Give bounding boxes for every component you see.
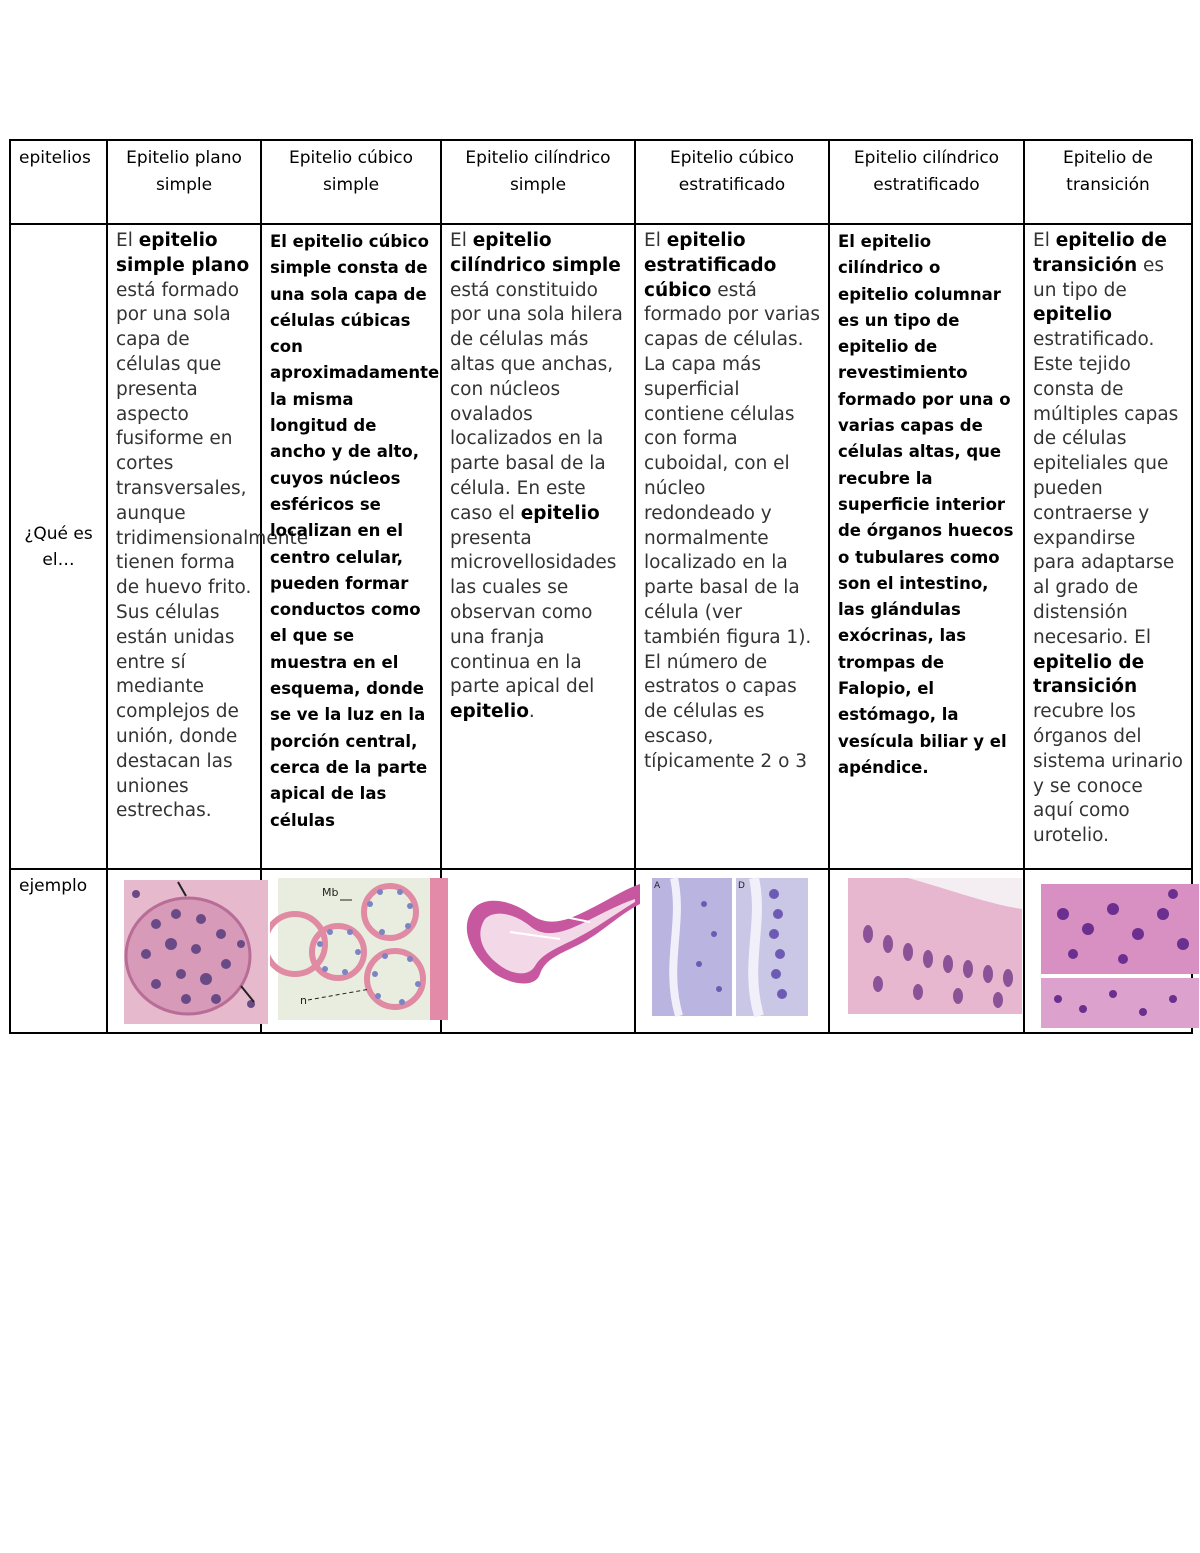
- example-cilindrico-simple: [441, 869, 635, 1033]
- histology-image-transicion: [1033, 874, 1199, 1028]
- def-cubico-estratificado: El epitelio estratificado cúbico está formado por varias capas de células. La capa más superficial contiene células con forma cuboidal, con el núcleo redondeado y normalmente localizado en la parte basal de la célula (ver también figura 1). El número de estratos o capas de células es escaso, típicamente 2 o 3: [635, 224, 829, 869]
- histology-image-cilindrico: [450, 874, 642, 1028]
- epithelium-table: [9, 139, 1193, 1034]
- row-label-ejemplo: ejemplo: [10, 869, 107, 1033]
- histology-image-cubico: [270, 874, 448, 1028]
- def-transicion: El epitelio de transición es un tipo de epitelio estratificado. Este tejido consta de múltiples capas de células epiteliales que pueden contraerse y expandirse para adaptarse al grado de distensión necesario. El epitelio de transición recubre los órganos del sistema urinario y se conoce aquí como urotelio.: [1024, 224, 1192, 869]
- label-a: A: [654, 881, 661, 891]
- header-cubico-simple: Epitelio cúbico simple: [261, 140, 441, 224]
- label-n: n: [300, 994, 307, 1007]
- header-row: [10, 140, 1192, 224]
- row-label-que-es: ¿Qué es el…: [10, 224, 107, 869]
- example-cilindrico-estratificado: [829, 869, 1024, 1033]
- def-cubico-simple: El epitelio cúbico simple consta de una sola capa de células cúbicas con aproximadamente la misma longitud de ancho y de alto, cuyos núcleos esféricos se localizan en el centro celular, pueden formar conductos como el que se muestra en el esquema, donde se ve la luz en la porción central, cerca de la parte apical de las células: [261, 224, 441, 869]
- header-cilindrico-simple: Epitelio cilíndrico simple: [441, 140, 635, 224]
- example-cubico-simple: [261, 869, 441, 1033]
- example-row: [10, 869, 1192, 1033]
- def-plano-simple: El epitelio simple plano está formado por una sola capa de células que presenta aspecto fusiforme en cortes transversales, aunque tridimensionalmente tienen forma de huevo frito. Sus células están unidas entre sí mediante complejos de unión, donde destacan las uniones estrechas.: [107, 224, 261, 869]
- def-cilindrico-estratificado: El epitelio cilíndrico o epitelio columnar es un tipo de epitelio de revestimiento formado por una o varias capas de células altas, que recubre la superficie interior de órganos huecos o tubulares como son el intestino, las glándulas exócrinas, las trompas de Falopio, el estómago, la vesícula biliar y el apéndice.: [829, 224, 1024, 869]
- example-plano-simple: [107, 869, 261, 1033]
- header-cilindrico-estratificado: Epitelio cilíndrico estratificado: [829, 140, 1024, 224]
- histology-image-cubico-estratificado: [644, 874, 836, 1028]
- def-cilindrico-simple: El epitelio cilíndrico simple está constituido por una sola hilera de células más altas que anchas, con núcleos ovalados localizados en la parte basal de la célula. En este caso el epitelio presenta microvellosidades las cuales se observan como una franja continua en la parte apical del epitelio.: [441, 224, 635, 869]
- header-cubico-estratificado: Epitelio cúbico estratificado: [635, 140, 829, 224]
- label-d: D: [738, 881, 745, 891]
- definition-row: [10, 224, 1192, 869]
- header-epitelios: epitelios: [10, 140, 107, 224]
- example-transicion: [1024, 869, 1192, 1033]
- header-transicion: Epitelio de transición: [1024, 140, 1192, 224]
- histology-image-plano: [116, 874, 268, 1028]
- histology-image-cilindrico-estratificado: [838, 874, 1031, 1028]
- label-mb: Mb: [322, 886, 339, 899]
- header-plano-simple: Epitelio plano simple: [107, 140, 261, 224]
- example-cubico-estratificado: [635, 869, 829, 1033]
